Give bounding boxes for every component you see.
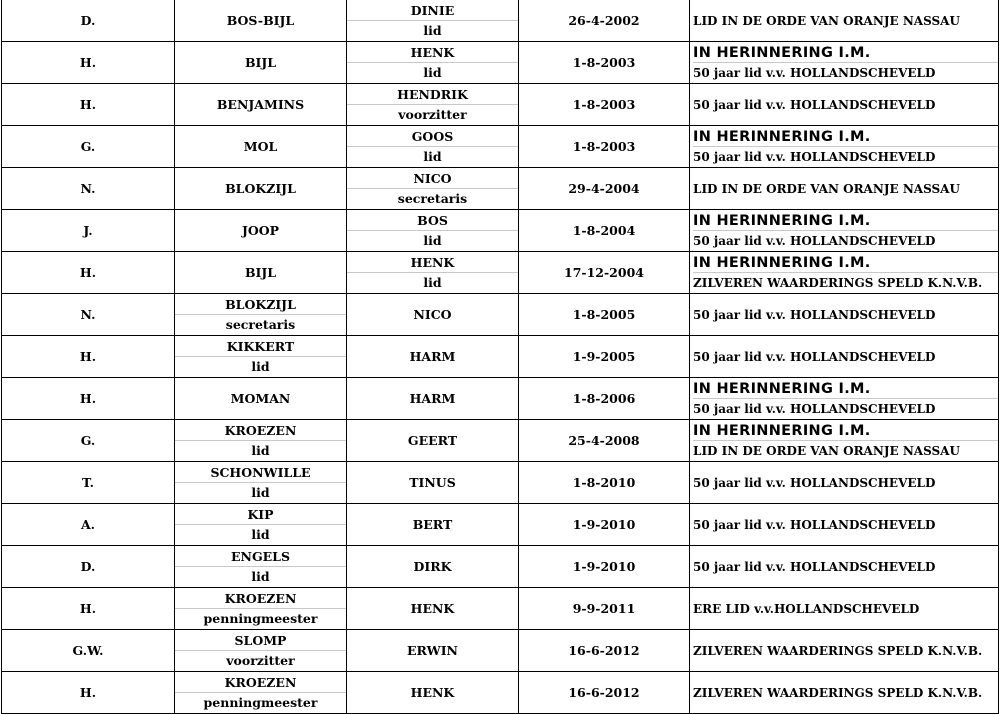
- surname-cell: [175, 504, 347, 546]
- surname-cell: [175, 672, 347, 714]
- award-cell: 50 jaar lid v.v. HOLLANDSCHEVELD: [690, 294, 999, 336]
- award-cell: ZILVEREN WAARDERINGS SPELD K.N.V.B.: [690, 630, 999, 672]
- table-row: [2, 210, 999, 252]
- surname-cell: [175, 294, 347, 336]
- award-cell: [690, 252, 999, 294]
- surname-cell-role: lid: [251, 443, 270, 458]
- initial-cell: A.: [2, 504, 175, 546]
- surname-cell-main: KIKKERT: [175, 336, 346, 357]
- table-row: [2, 336, 999, 378]
- surname-cell-main: KIP: [175, 504, 346, 525]
- firstname-cell-stack: [347, 168, 518, 209]
- date-cell: 1-8-2003: [519, 126, 690, 168]
- surname-cell: MOMAN: [175, 378, 347, 420]
- surname-cell-main: SLOMP: [175, 630, 346, 651]
- surname-cell-main: SCHONWILLE: [175, 462, 346, 483]
- firstname-cell: HARM: [347, 378, 519, 420]
- firstname-cell-role: lid: [423, 23, 442, 38]
- date-cell: 16-6-2012: [519, 630, 690, 672]
- table-row: [2, 504, 999, 546]
- firstname-cell-main: HENK: [347, 252, 518, 273]
- award-cell: [690, 378, 999, 420]
- surname-cell-stack: [175, 588, 346, 629]
- award-cell: [690, 420, 999, 462]
- award-stack: [693, 126, 998, 167]
- date-cell: 1-8-2003: [519, 42, 690, 84]
- award-text: LID IN DE ORDE VAN ORANJE NASSAU: [693, 444, 960, 458]
- award-cell: 50 jaar lid v.v. HOLLANDSCHEVELD: [690, 336, 999, 378]
- surname-cell: MOL: [175, 126, 347, 168]
- award-cell: 50 jaar lid v.v. HOLLANDSCHEVELD: [690, 462, 999, 504]
- initial-cell: D.: [2, 0, 175, 42]
- award-stack: [693, 252, 998, 293]
- firstname-cell-stack: [347, 0, 518, 41]
- surname-cell-stack: [175, 462, 346, 503]
- honors-table: [1, 0, 999, 714]
- date-cell: 16-6-2012: [519, 672, 690, 714]
- initial-cell: H.: [2, 42, 175, 84]
- firstname-cell: ERWIN: [347, 630, 519, 672]
- firstname-cell-stack: [347, 210, 518, 251]
- award-text: 50 jaar lid v.v. HOLLANDSCHEVELD: [693, 150, 936, 164]
- surname-cell-role: voorzitter: [226, 653, 295, 668]
- surname-cell: [175, 588, 347, 630]
- surname-cell-role: lid: [251, 359, 270, 374]
- award-text: 50 jaar lid v.v. HOLLANDSCHEVELD: [693, 66, 936, 80]
- surname-cell: BOS-BIJL: [175, 0, 347, 42]
- surname-cell-main: KROEZEN: [175, 420, 346, 441]
- date-cell: 17-12-2004: [519, 252, 690, 294]
- initial-cell: D.: [2, 546, 175, 588]
- firstname-cell-main: BOS: [347, 210, 518, 231]
- firstname-cell-stack: [347, 252, 518, 293]
- surname-cell-main: BLOKZIJL: [175, 294, 346, 315]
- surname-cell-main: KROEZEN: [175, 672, 346, 693]
- date-cell: 26-4-2002: [519, 0, 690, 42]
- initial-cell: G.W.: [2, 630, 175, 672]
- firstname-cell: [347, 252, 519, 294]
- table-row: [2, 378, 999, 420]
- firstname-cell: [347, 126, 519, 168]
- table-row: [2, 84, 999, 126]
- firstname-cell: TINUS: [347, 462, 519, 504]
- firstname-cell-stack: [347, 126, 518, 167]
- firstname-cell-stack: [347, 84, 518, 125]
- table-row: [2, 672, 999, 714]
- surname-cell: [175, 546, 347, 588]
- initial-cell: N.: [2, 294, 175, 336]
- firstname-cell-role: secretaris: [397, 191, 468, 206]
- award-cell: 50 jaar lid v.v. HOLLANDSCHEVELD: [690, 504, 999, 546]
- initial-cell: G.: [2, 126, 175, 168]
- surname-cell: [175, 462, 347, 504]
- table-row: [2, 588, 999, 630]
- surname-cell: [175, 420, 347, 462]
- date-cell: 1-8-2006: [519, 378, 690, 420]
- memorial-label: IN HERINNERING I.M.: [693, 210, 998, 231]
- table-row: [2, 546, 999, 588]
- firstname-cell: GEERT: [347, 420, 519, 462]
- date-cell: 1-9-2010: [519, 504, 690, 546]
- award-cell: LID IN DE ORDE VAN ORANJE NASSAU: [690, 168, 999, 210]
- table-row: [2, 462, 999, 504]
- surname-cell-role: lid: [251, 527, 270, 542]
- award-cell: ERE LID v.v.HOLLANDSCHEVELD: [690, 588, 999, 630]
- initial-cell: H.: [2, 252, 175, 294]
- surname-cell: JOOP: [175, 210, 347, 252]
- initial-cell: H.: [2, 588, 175, 630]
- firstname-cell: [347, 84, 519, 126]
- firstname-cell-main: HENDRIK: [347, 84, 518, 105]
- award-stack: [693, 420, 998, 461]
- firstname-cell-main: GOOS: [347, 126, 518, 147]
- award-text: ZILVEREN WAARDERINGS SPELD K.N.V.B.: [693, 276, 983, 290]
- firstname-cell-role: lid: [423, 149, 442, 164]
- award-stack: [693, 378, 998, 419]
- surname-cell: BENJAMINS: [175, 84, 347, 126]
- initial-cell: N.: [2, 168, 175, 210]
- firstname-cell: [347, 42, 519, 84]
- firstname-cell-role: lid: [423, 233, 442, 248]
- surname-cell: [175, 336, 347, 378]
- table-row: [2, 168, 999, 210]
- memorial-label: IN HERINNERING I.M.: [693, 126, 998, 147]
- firstname-cell: [347, 210, 519, 252]
- initial-cell: H.: [2, 378, 175, 420]
- memorial-label: IN HERINNERING I.M.: [693, 252, 998, 273]
- firstname-cell-role: voorzitter: [398, 107, 467, 122]
- date-cell: 1-8-2004: [519, 210, 690, 252]
- surname-cell-stack: [175, 546, 346, 587]
- date-cell: 1-8-2003: [519, 84, 690, 126]
- firstname-cell-main: NICO: [347, 168, 518, 189]
- surname-cell-role: secretaris: [225, 317, 296, 332]
- firstname-cell: BERT: [347, 504, 519, 546]
- honors-table-body: [2, 0, 999, 714]
- initial-cell: H.: [2, 336, 175, 378]
- date-cell: 9-9-2011: [519, 588, 690, 630]
- firstname-cell: DIRK: [347, 546, 519, 588]
- surname-cell: BLOKZIJL: [175, 168, 347, 210]
- firstname-cell: [347, 0, 519, 42]
- firstname-cell: NICO: [347, 294, 519, 336]
- award-cell: ZILVEREN WAARDERINGS SPELD K.N.V.B.: [690, 672, 999, 714]
- date-cell: 1-9-2005: [519, 336, 690, 378]
- table-row: [2, 126, 999, 168]
- surname-cell-role: lid: [251, 485, 270, 500]
- firstname-cell-main: HENK: [347, 42, 518, 63]
- award-stack: [693, 42, 998, 83]
- award-cell: LID IN DE ORDE VAN ORANJE NASSAU: [690, 0, 999, 42]
- initial-cell: H.: [2, 84, 175, 126]
- award-text: 50 jaar lid v.v. HOLLANDSCHEVELD: [693, 234, 936, 248]
- firstname-cell: [347, 168, 519, 210]
- surname-cell-role: lid: [251, 569, 270, 584]
- surname-cell: BIJL: [175, 42, 347, 84]
- award-cell: 50 jaar lid v.v. HOLLANDSCHEVELD: [690, 84, 999, 126]
- date-cell: 25-4-2008: [519, 420, 690, 462]
- memorial-label: IN HERINNERING I.M.: [693, 378, 998, 399]
- initial-cell: H.: [2, 672, 175, 714]
- award-cell: [690, 210, 999, 252]
- surname-cell-stack: [175, 294, 346, 335]
- firstname-cell-main: DINIE: [347, 0, 518, 21]
- surname-cell-stack: [175, 504, 346, 545]
- date-cell: 29-4-2004: [519, 168, 690, 210]
- surname-cell-role: penningmeester: [203, 695, 318, 710]
- firstname-cell: HENK: [347, 588, 519, 630]
- date-cell: 1-8-2005: [519, 294, 690, 336]
- surname-cell-stack: [175, 672, 346, 713]
- award-stack: [693, 210, 998, 251]
- memorial-label: IN HERINNERING I.M.: [693, 420, 998, 441]
- initial-cell: G.: [2, 420, 175, 462]
- surname-cell: BIJL: [175, 252, 347, 294]
- surname-cell-stack: [175, 336, 346, 377]
- award-text: 50 jaar lid v.v. HOLLANDSCHEVELD: [693, 402, 936, 416]
- firstname-cell-role: lid: [423, 65, 442, 80]
- table-row: [2, 630, 999, 672]
- award-cell: 50 jaar lid v.v. HOLLANDSCHEVELD: [690, 546, 999, 588]
- firstname-cell: HENK: [347, 672, 519, 714]
- table-row: [2, 294, 999, 336]
- surname-cell-main: ENGELS: [175, 546, 346, 567]
- surname-cell-stack: [175, 420, 346, 461]
- initial-cell: T.: [2, 462, 175, 504]
- date-cell: 1-8-2010: [519, 462, 690, 504]
- table-row: [2, 42, 999, 84]
- initial-cell: J.: [2, 210, 175, 252]
- award-cell: [690, 126, 999, 168]
- firstname-cell: HARM: [347, 336, 519, 378]
- award-cell: [690, 42, 999, 84]
- surname-cell-role: penningmeester: [203, 611, 318, 626]
- surname-cell: [175, 630, 347, 672]
- table-row: [2, 0, 999, 42]
- firstname-cell-role: lid: [423, 275, 442, 290]
- surname-cell-stack: [175, 630, 346, 671]
- table-row: [2, 420, 999, 462]
- memorial-label: IN HERINNERING I.M.: [693, 42, 998, 63]
- table-row: [2, 252, 999, 294]
- date-cell: 1-9-2010: [519, 546, 690, 588]
- firstname-cell-stack: [347, 42, 518, 83]
- surname-cell-main: KROEZEN: [175, 588, 346, 609]
